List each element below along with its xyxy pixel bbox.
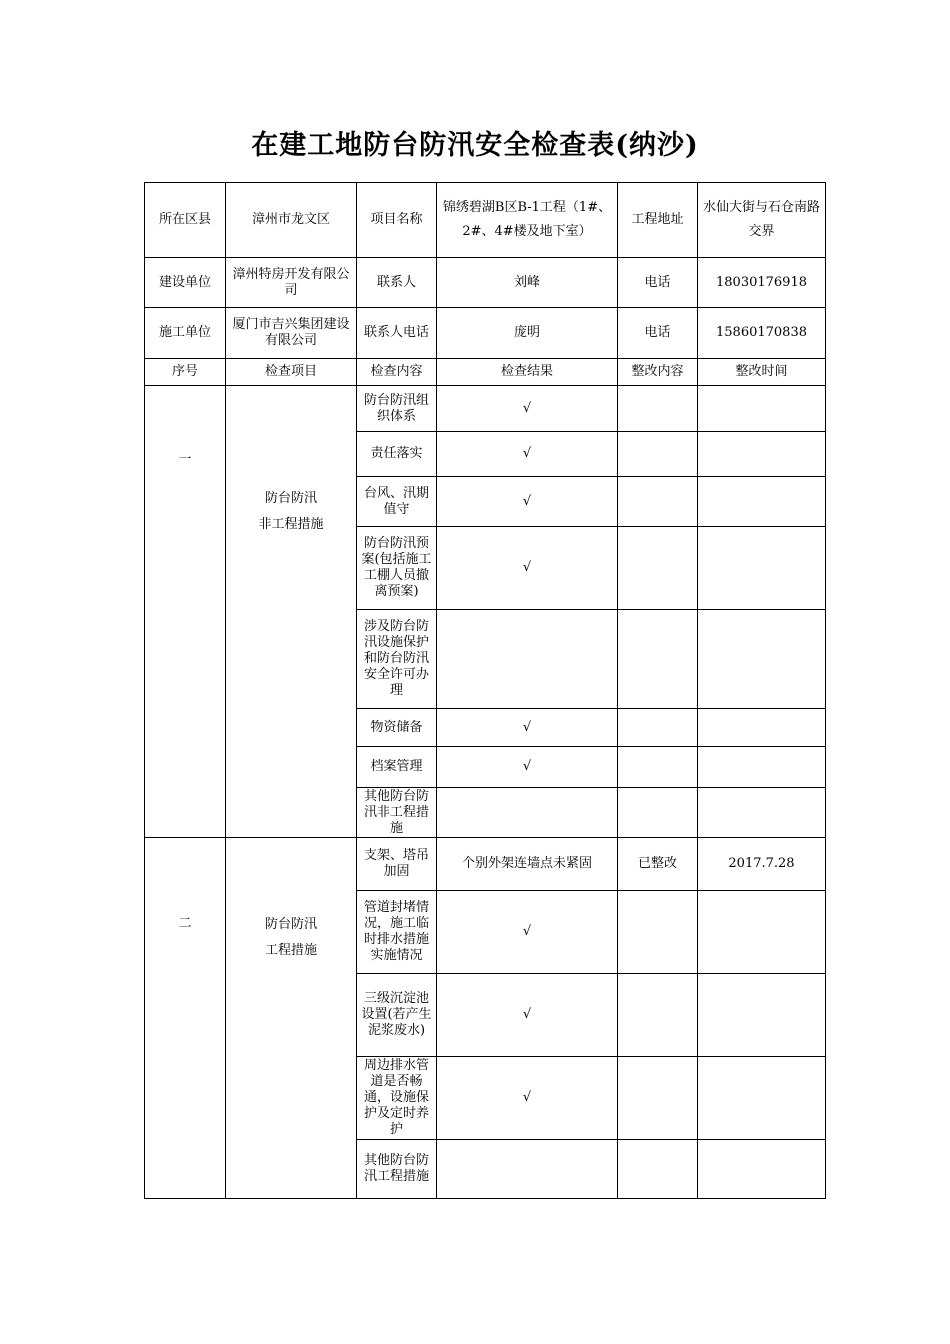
header-result: 检查结果: [437, 359, 618, 386]
check-content: 防台防汛组织体系: [357, 386, 437, 432]
check-result: √: [437, 709, 618, 747]
fix-time: [698, 788, 826, 838]
column-header-row: [145, 359, 826, 386]
fix-content: [618, 432, 698, 477]
district-label: 所在区县: [145, 183, 226, 258]
check-result: √: [437, 747, 618, 788]
fix-time: [698, 527, 826, 610]
header-content: 检查内容: [357, 359, 437, 386]
check-content: 防台防汛预案(包括施工工棚人员撤离预案): [357, 527, 437, 610]
fix-time: [698, 386, 826, 432]
project-label: 项目名称: [357, 183, 437, 258]
fix-content: [618, 747, 698, 788]
header-seq: 序号: [145, 359, 226, 386]
check-content: 责任落实: [357, 432, 437, 477]
fix-content: [618, 610, 698, 709]
phone-label: 电话: [618, 258, 698, 308]
fix-content: [618, 974, 698, 1057]
check-row: [145, 386, 826, 432]
fix-content: [618, 1140, 698, 1199]
check-content: 其他防台防汛非工程措施: [357, 788, 437, 838]
fix-time: [698, 974, 826, 1057]
check-result: √: [437, 974, 618, 1057]
check-result: √: [437, 477, 618, 527]
constructor-value: 厦门市吉兴集团建设有限公司: [226, 308, 357, 359]
check-result: √: [437, 1057, 618, 1140]
builder-label: 建设单位: [145, 258, 226, 308]
contact-label: 联系人: [357, 258, 437, 308]
fix-time: [698, 610, 826, 709]
check-content: 台风、汛期值守: [357, 477, 437, 527]
constructor-label: 施工单位: [145, 308, 226, 359]
fix-time: [698, 891, 826, 974]
check-row: [145, 838, 826, 891]
address-label: 工程地址: [618, 183, 698, 258]
fix-time: [698, 709, 826, 747]
check-result: √: [437, 891, 618, 974]
fix-content: [618, 709, 698, 747]
contact-value: 刘峰: [437, 258, 618, 308]
fix-content: 已整改: [618, 838, 698, 891]
check-result: 个别外架连墙点未紧固: [437, 838, 618, 891]
check-content: 支架、塔吊加固: [357, 838, 437, 891]
fix-time: [698, 432, 826, 477]
check-content: 管道封堵情况，施工临时排水措施实施情况: [357, 891, 437, 974]
fix-content: [618, 788, 698, 838]
fix-time: [698, 747, 826, 788]
section-item: 防台防汛 工程措施: [226, 838, 357, 1199]
header-fix: 整改内容: [618, 359, 698, 386]
fix-time: [698, 477, 826, 527]
header-item: 检查项目: [226, 359, 357, 386]
constructor-contact: 庞明: [437, 308, 618, 359]
district-value: 漳州市龙文区: [226, 183, 357, 258]
fix-content: [618, 386, 698, 432]
check-result: [437, 788, 618, 838]
check-result: [437, 1140, 618, 1199]
section-seq: 二: [145, 838, 226, 1199]
check-content: 周边排水管道是否畅通，设施保护及定时养护: [357, 1057, 437, 1140]
constructor-phone: 15860170838: [698, 308, 826, 359]
check-content: 档案管理: [357, 747, 437, 788]
check-result: √: [437, 527, 618, 610]
check-result: [437, 610, 618, 709]
page-title: 在建工地防台防汛安全检查表(纳沙): [251, 130, 699, 161]
check-result: √: [437, 386, 618, 432]
check-result: √: [437, 432, 618, 477]
info-row-project: [145, 183, 826, 258]
fix-content: [618, 1057, 698, 1140]
fix-time: 2017.7.28: [698, 838, 826, 891]
info-row-constructor: [145, 308, 826, 359]
check-content: 三级沉淀池设置(若产生泥浆废水): [357, 974, 437, 1057]
builder-phone: 18030176918: [698, 258, 826, 308]
check-content: 物资储备: [357, 709, 437, 747]
section-seq: 一: [145, 386, 226, 838]
project-value: 锦绣碧湖B区B-1工程（1#、2#、4#楼及地下室）: [437, 183, 618, 258]
fix-content: [618, 891, 698, 974]
fix-content: [618, 477, 698, 527]
check-content: 涉及防台防汛设施保护和防台防汛安全许可办理: [357, 610, 437, 709]
fix-time: [698, 1057, 826, 1140]
header-time: 整改时间: [698, 359, 826, 386]
check-content: 其他防台防汛工程措施: [357, 1140, 437, 1199]
inspection-table: [144, 182, 826, 1199]
fix-content: [618, 527, 698, 610]
phone-label-2: 电话: [618, 308, 698, 359]
address-value: 水仙大街与石仓南路交界: [698, 183, 826, 258]
fix-time: [698, 1140, 826, 1199]
builder-value: 漳州特房开发有限公司: [226, 258, 357, 308]
section-item: 防台防汛 非工程措施: [226, 386, 357, 838]
info-row-builder: [145, 258, 826, 308]
contact-phone-label: 联系人电话: [357, 308, 437, 359]
